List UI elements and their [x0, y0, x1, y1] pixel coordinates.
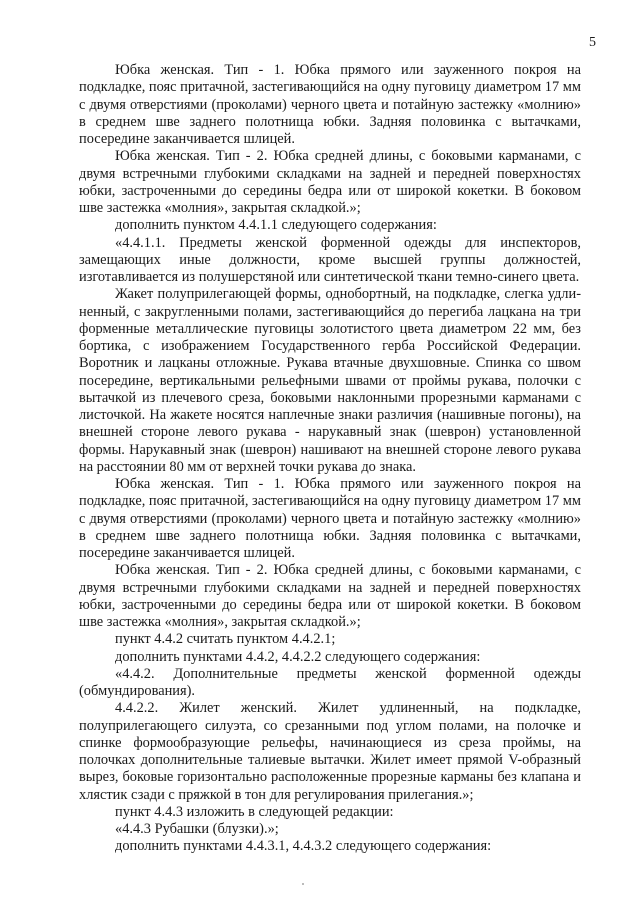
scan-speck: [302, 883, 304, 885]
paragraph-vest: 4.4.2.2. Жилет женский. Жилет удлиненный, на подкладке, полуприлегающего силуэта, со срезанными под углом полами, на полочке и спинке формообразующие рельефы, начинающиеся из среза проймы, на полочках дополнительные талиевые вытачки. Жилет имеет прямой V-образный вырез, боковые горизонтально расположенные прорезные карманы без клапана и хлястик сзади с пряжкой в тон для регулирования прилегания.»;: [79, 700, 581, 803]
paragraph-amendment-4-4-1-1: дополнить пунктом 4.4.1.1 следующего содержания:: [115, 217, 437, 234]
paragraph-item-4-4-3: «4.4.3 Рубашки (блузки).»;: [115, 821, 279, 837]
paragraph-item-4-4-2: «4.4.2. Дополнительные предметы женской форменной одежды (обмундирования).: [79, 665, 581, 699]
paragraph-skirt-type-1-repeat: Юбка женская. Тип - 1. Юбка прямого или зауженного покроя на подкладке, пояс притачной, застегивающийся на одну пуговицу диаметром 17 мм с двумя отверстиями (проколами) черного цвета и потайную застежку «молнию» в среднем шве заднего полотнища юбки. Задняя половинка с вытачками, посередине заканчивается шлицей.: [79, 476, 581, 561]
paragraph-item-4-4-1-1: «4.4.1.1. Предметы женской форменной одежды для инспекторов, замещающих иные должности, кроме высшей группы должностей, изготавливается из полушерстяной или синтетической ткани темно-синего цвета.: [79, 234, 581, 285]
paragraph-skirt-type-1: Юбка женская. Тип - 1. Юбка прямого или зауженного покроя на подкладке, пояс притачной, застегивающийся на одну пуговицу диаметром 17 мм с двумя отверстиями (проколами) черного цвета и потайную застежку «молнию» в среднем шве заднего полотнища юбки. Задняя половинка с вытачками, посередине заканчивается шлицей.: [79, 62, 581, 147]
paragraph-amendment-4-4-3-1: дополнить пунктами 4.4.3.1, 4.4.3.2 следующего содержания:: [115, 838, 492, 855]
paragraph-skirt-type-2-repeat: Юбка женская. Тип - 2. Юбка средней длины, с боковыми карманами, с двумя встречными глубокими складками на задней и передней поверхностях юбки, застроченными до середины бедра или от широкой кокетки. В боковом шве застежка «молния», закрытая складкой.»;: [79, 562, 581, 630]
paragraph-skirt-type-2: Юбка женская. Тип - 2. Юбка средней длины, с боковыми карманами, с двумя встречными глубокими складками на задней и передней поверхностях юбки, застроченными до середины бедра или от широкой кокетки. В боковом шве застежка «молния», закрытая складкой.»;: [79, 148, 581, 216]
paragraph-amendment-4-4-3: пункт 4.4.3 изложить в следующей редакции:: [115, 803, 394, 820]
paragraph-jacket: Жакет полуприлегающей формы, однобортный, на подкладке, слегка удлиненный, с закругленными полами, застегивающийся до перегиба лацкана на три форменные металлические пуговицы золотистого цвета диаметром 22 мм, без бортика, с изображением Государственного герба Российской Федерации. Воротник и лацканы отложные. Рукава втачные двухшовные. Спинка со швом посередине, вертикальными рельефными швами от проймы рукава, полочки с вытачкой из плечевого среза, боковыми наклонными прорезными карманами с листочкой. На жакете носятся наплечные знаки различия (нашивные погоны), на внешней стороне левого рукава - нарукавный знак (шеврон) установленной формы. Нарукавный знак (шеврон) нашивают на внешней стороне левого рукава на расстоянии 80 мм от верхней точки рукава до знака.: [79, 286, 581, 475]
paragraph-amendment-4-4-2: дополнить пунктами 4.4.2, 4.4.2.2 следующего содержания:: [115, 648, 481, 665]
document-body: [79, 62, 581, 856]
paragraph-renumber-4-4-2: пункт 4.4.2 считать пунктом 4.4.2.1;: [115, 631, 336, 648]
page-number: 5: [589, 35, 596, 50]
